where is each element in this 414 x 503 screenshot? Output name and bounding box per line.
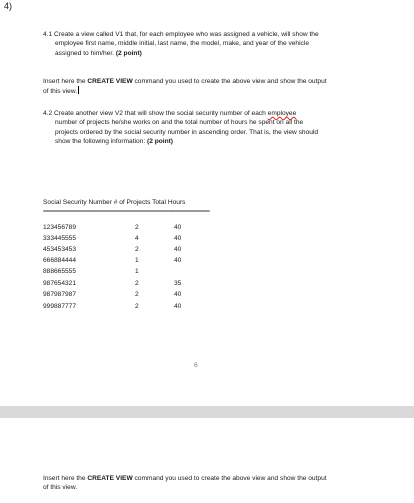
q42-line2: number of projects he/she works on and the total number of hours he spent on all the (55, 119, 304, 127)
projects-cell: 1 (135, 268, 139, 275)
q42-line1 (43, 110, 296, 117)
hours-cell: 40 (174, 303, 182, 310)
q42-line3: projects ordered by the social security number in ascending order. That is, the view should (55, 128, 319, 136)
page-gap (0, 406, 414, 418)
q42-points: (2 point) (147, 137, 174, 145)
table-row (43, 303, 223, 312)
insert1-post: command you used to create the above view and show the output (132, 78, 327, 85)
hours-cell: 40 (174, 257, 182, 264)
hours-cell: 40 (174, 291, 182, 298)
page-number: 6 (194, 362, 198, 369)
question-4-2 (43, 109, 388, 146)
insert1-bold: CREATE VIEW (87, 78, 133, 85)
ssn-cell: 999887777 (43, 303, 77, 310)
hours-cell: 40 (174, 235, 182, 242)
q41-line2: employee first name, middle initial, last name, the model, make, and year of the vehicle (55, 40, 309, 48)
table-row (43, 268, 223, 277)
table-header: Social Security Number # of Projects Total Hours (43, 199, 186, 206)
q42-line1-text: 4.2 Create another view V2 that will show the social security number of each (43, 110, 268, 117)
insert2-bold: CREATE VIEW (87, 475, 133, 482)
insert1-pre: Insert here the (43, 78, 88, 85)
ssn-cell: 888665555 (43, 268, 77, 275)
q41-points: (2 point) (115, 49, 142, 57)
question-4-1 (43, 30, 383, 58)
projects-cell: 2 (135, 280, 139, 287)
projects-cell: 2 (135, 291, 139, 298)
table-row (43, 224, 223, 233)
table-row (43, 246, 223, 255)
projects-cell: 2 (135, 224, 139, 231)
projects-cell: 2 (135, 246, 139, 253)
ssn-cell: 666884444 (43, 257, 77, 264)
insert2-line2: of this view. (43, 484, 78, 492)
question-number: 4) (4, 1, 13, 11)
table-row (43, 257, 223, 266)
insert2-pre: Insert here the (43, 475, 88, 482)
hours-cell: 35 (174, 280, 182, 287)
ssn-cell: 987654321 (43, 280, 77, 287)
hours-cell: 40 (174, 224, 182, 231)
insert-answer-area-2[interactable] (43, 474, 388, 493)
projects-cell: 2 (135, 303, 139, 310)
q41-line3 (43, 49, 383, 58)
ssn-cell: 123456789 (43, 224, 77, 231)
insert1-line2: of this view. (43, 88, 78, 96)
q41-line1: 4.1 Create a view called V1 that, for each employee who was assigned a vehicle, will show the (43, 31, 319, 38)
q42-line4-text: show the following information: (55, 137, 147, 145)
insert-answer-area-1[interactable] (43, 77, 388, 97)
text-cursor (78, 86, 79, 94)
insert2-post: command you used to create the above view and show the output (132, 475, 327, 482)
spellcheck-flagged-word[interactable]: employee (267, 110, 297, 117)
projects-cell: 4 (135, 235, 139, 242)
table-row (43, 280, 223, 289)
q42-line4 (43, 137, 388, 146)
hours-cell: 40 (174, 246, 182, 253)
table-rule: ===================================================================== (43, 210, 210, 214)
q41-line3-text: assigned to him/her. (55, 49, 116, 57)
ssn-cell: 453453453 (43, 246, 77, 253)
projects-cell: 1 (135, 257, 139, 264)
ssn-cell: 333445555 (43, 235, 77, 242)
table-row (43, 235, 223, 244)
ssn-cell: 987987987 (43, 291, 77, 298)
table-row (43, 291, 223, 300)
